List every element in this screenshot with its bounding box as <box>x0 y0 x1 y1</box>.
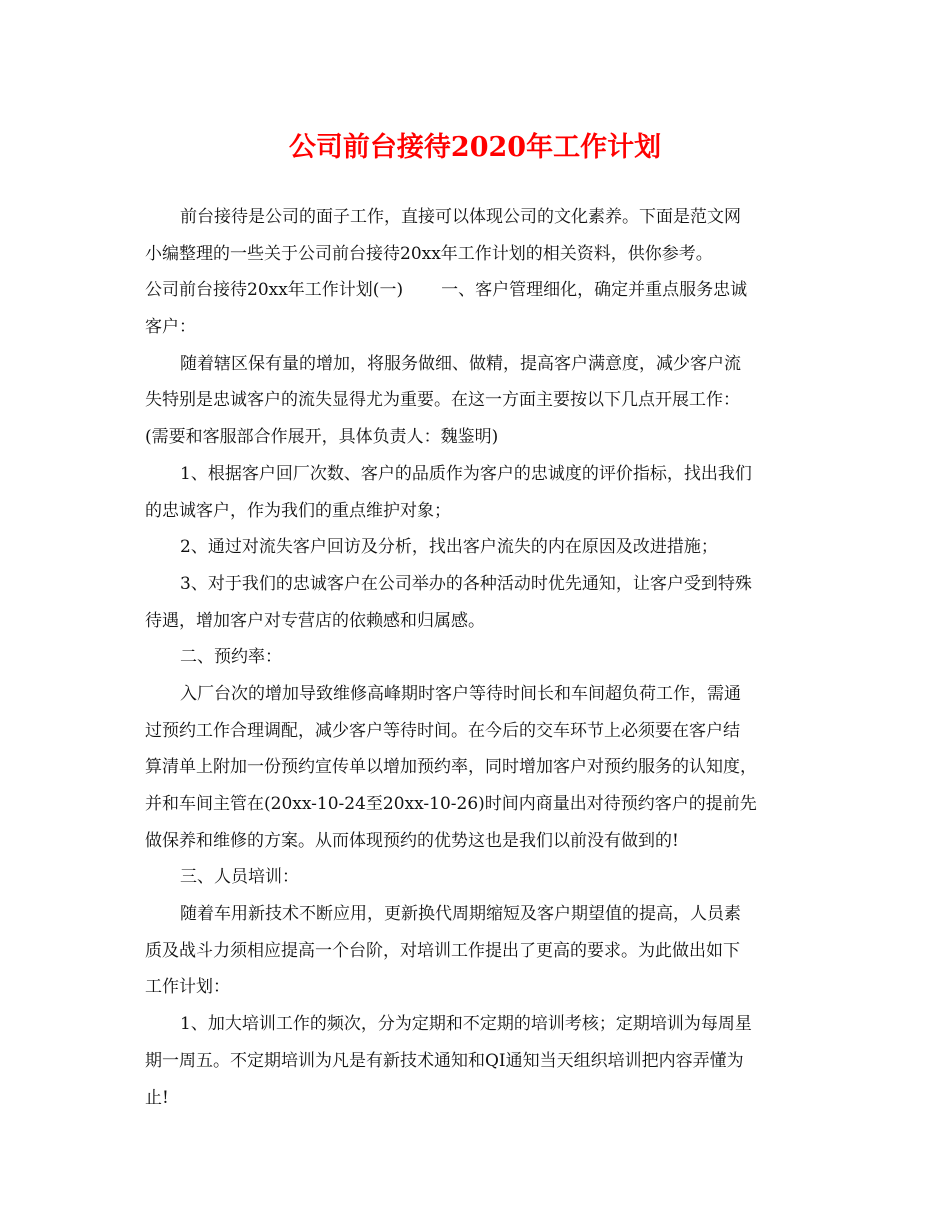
text-line-content: 随着车用新技术不断应用，更新换代周期缩短及客户期望值的提高，人员素 <box>180 904 741 925</box>
text-line-content: 三、人员培训： <box>180 867 299 888</box>
text-line-content: (需要和客服部合作展开，具体负责人：魏鉴明) <box>145 427 499 448</box>
text-line <box>145 1080 805 1117</box>
text-line <box>145 309 805 346</box>
text-line <box>145 566 805 603</box>
text-line-content: 1、加大培训工作的频次，分为定期和不定期的培训考核；定期培训为每周星 <box>180 1014 752 1035</box>
text-line-content: 入厂台次的增加导致维修高峰期时客户等待时间长和车间超负荷工作，需通 <box>180 683 741 704</box>
text-line <box>145 933 805 970</box>
text-line-content: 期一周五。不定期培训为凡是有新技术通知和QI通知当天组织培训把内容弄懂为 <box>145 1050 744 1071</box>
text-line <box>145 1006 805 1043</box>
text-line-content: 算清单上附加一份预约宣传单以增加预约率，同时增加客户对预约服务的认知度， <box>145 757 757 778</box>
text-line <box>145 676 805 713</box>
text-line-continuation: 一、客户管理细化，确定并重点服务忠诚 <box>441 280 748 301</box>
text-line-content: 3、对于我们的忠诚客户在公司举办的各种活动时优先通知，让客户受到特殊 <box>180 573 752 594</box>
text-line <box>145 199 805 236</box>
text-line <box>145 749 805 786</box>
text-line <box>145 346 805 383</box>
text-line-content: 的忠诚客户，作为我们的重点维护对象； <box>145 500 451 521</box>
text-line <box>145 529 805 566</box>
text-line-content: 随着辖区保有量的增加，将服务做细、做精，提高客户满意度，减少客户流 <box>180 353 741 374</box>
text-line <box>145 236 805 273</box>
text-line <box>145 896 805 933</box>
text-line <box>145 823 805 860</box>
text-line-content: 待遇，增加客户对专营店的依赖感和归属感。 <box>145 610 485 631</box>
text-line-content: 小编整理的一些关于公司前台接待20xx年工作计划的相关资料，供你参考。 <box>145 243 713 264</box>
text-line-content: 工作计划： <box>145 977 230 998</box>
text-line <box>145 419 805 456</box>
text-line-content: 公司前台接待20xx年工作计划(一) <box>145 280 404 301</box>
document-title: 公司前台接待2020年工作计划 <box>288 132 662 163</box>
text-line-content: 前台接待是公司的面子工作，直接可以体现公司的文化素养。下面是范文网 <box>180 207 741 227</box>
text-line <box>145 493 805 530</box>
text-line-content: 质及战斗力须相应提高一个台阶，对培训工作提出了更高的要求。为此做出如下 <box>145 940 740 961</box>
text-line-content: 二、预约率： <box>180 647 282 668</box>
text-line-content: 1、根据客户回厂次数、客户的品质作为客户的忠诚度的评价指标，找出我们 <box>180 463 752 484</box>
text-line <box>145 713 805 750</box>
text-line-content: 止! <box>145 1087 169 1108</box>
text-line-content: 2、通过对流失客户回访及分析，找出客户流失的内在原因及改进措施； <box>180 537 718 558</box>
text-line-content: 失特别是忠诚客户的流失显得尤为重要。在这一方面主要按以下几点开展工作： <box>145 390 740 411</box>
text-line <box>145 272 805 309</box>
text-line <box>145 456 805 493</box>
text-line <box>145 786 805 823</box>
text-line-content: 并和车间主管在(20xx-10-24至20xx-10-26)时间内商量出对待预约客户的提前先 <box>145 794 757 814</box>
text-line-content: 过预约工作合理调配，减少客户等待时间。在今后的交车环节上必须要在客户结 <box>145 720 740 741</box>
text-line <box>145 382 805 419</box>
document-body <box>145 199 805 1116</box>
text-line <box>145 969 805 1006</box>
text-line <box>145 603 805 640</box>
text-line-content: 做保养和维修的方案。从而体现预约的优势这也是我们以前没有做到的! <box>145 830 679 851</box>
text-line <box>145 639 805 676</box>
text-line <box>145 859 805 896</box>
text-line <box>145 1043 805 1080</box>
text-line-content: 客户： <box>145 317 196 338</box>
